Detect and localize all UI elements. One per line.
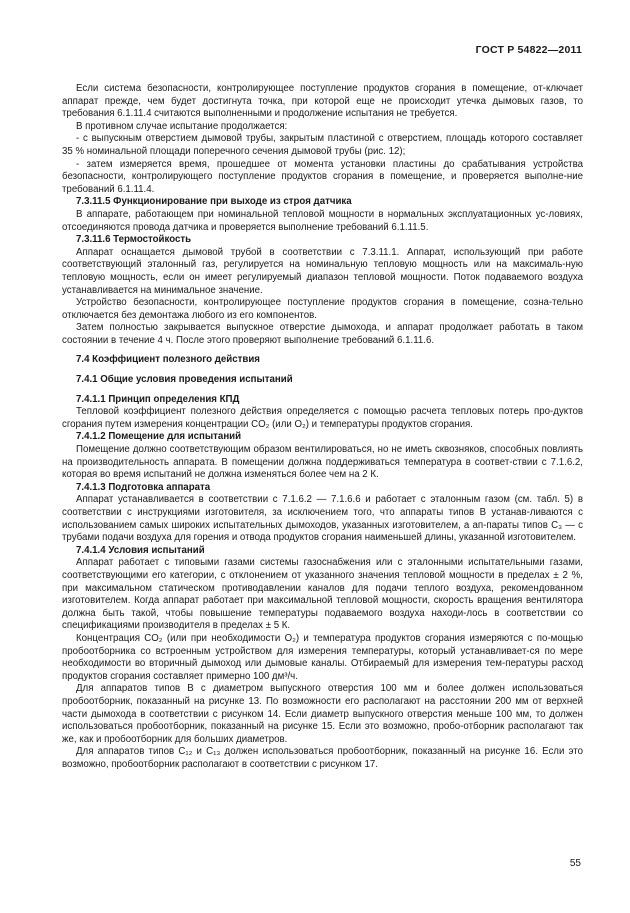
- paragraph: Для аппаратов типов B с диаметром выпускного отверстия 100 мм и более должен использоваться пробоотборник, показанный на рисунке 13. По возможности его располагают на расстоянии 200 мм от верхней части дымохода в соответствии с рисунком 14. Если диаметр выпускного отверстия меньше 100 мм, то должен использоваться пробоотборник, показанный на рисунке 15. Если это возможно, пробо-отборник располагают так же, как и пробоотборник для больших диаметров.: [62, 683, 583, 745]
- paragraph: Затем полностью закрывается выпускное отверстие дымохода, и аппарат продолжает работать в таком состоянии в течение 4 ч. После этого проверяют выполнение требований 6.1.11.6.: [62, 322, 583, 346]
- paragraph: Концентрация CO₂ (или при необходимости O₂) и температура продуктов сгорания измеряются с по-мощью пробоотборника со встроенным устройством для измерения температуры, который устанавливает-ся по мере необходимости во вторичный дымоход или дымовые каналы. Отбираемый для измерения тем-пературы расход продуктов сгорания составляет примерно 100 дм³/ч.: [62, 632, 583, 682]
- paragraph: Устройство безопасности, контролирующее поступление продуктов сгорания в помещение, созна-тельно отключается без демонтажа любого из его компонентов.: [62, 297, 583, 321]
- section-heading: 7.4.1.3 Подготовка аппарата: [76, 481, 211, 493]
- page-number: 55: [569, 858, 581, 869]
- section-heading: 7.4.1.2 Помещение для испытаний: [76, 431, 242, 443]
- paragraph: - затем измеряется время, прошедшее от момента установки пластины до срабатывания устройства безопасности, контролирующего поступление продуктов сгорания в помещение, и проверяется выполне-ние требований 6.1.11.4.: [62, 158, 583, 195]
- section-heading: 7.4 Коэффициент полезного действия: [76, 354, 260, 366]
- document-body: [62, 83, 583, 771]
- section-heading: 7.3.11.6 Термостойкость: [76, 234, 192, 246]
- paragraph: Аппарат оснащается дымовой трубой в соответствии с 7.3.11.1. Аппарат, использующий при работе соответствующий эталонный газ, регулируется на номинальную тепловую мощность или на максималь-ную тепловую мощность, если он имеет регулируемый диапазон тепловой мощности. Поток подаваемого воздуха устанавливается на минимальное значение.: [62, 246, 583, 296]
- paragraph: Помещение должно соответствующим образом вентилироваться, но не иметь сквозняков, способных повлиять на производительность аппарата. В помещении должна поддерживаться температура в соответ-ствии с 7.1.6.2, которая во время испытаний не должна изменяться более чем на 2 К.: [62, 444, 583, 481]
- paragraph: Аппарат работает с типовыми газами системы газоснабжения или с эталонными испытательными газами, соответствующими его категории, с отклонением от указанного значения тепловой мощности в пределах ± 2 %, при максимальном статическом противодавлении каналов для подачи теплого воздуха, рекомендованном изготовителем. Когда аппарат работает при максимальной тепловой мощности, скорость вращения вентилятора должна быть такой, чтобы повышение температуры подаваемого воздуха находи-лось в соответствии со спецификациями производителя в пределах ± 5 К.: [62, 557, 583, 632]
- section-heading: 7.3.11.5 Функционирование при выходе из строя датчика: [76, 196, 352, 208]
- section-heading: 7.4.1 Общие условия проведения испытаний: [76, 374, 293, 386]
- paragraph: В противном случае испытание продолжается:: [76, 120, 288, 132]
- paragraph: Аппарат устанавливается в соответствии с 7.1.6.2 — 7.1.6.6 и работает с эталонным газом (см. табл. 5) в соответствии с инструкциями изготовителя, за исключением того, что аппараты типов B устанав-ливаются с использованием самых широких испытательных дымоходов, указанных изготовителем, а ап-параты типов C₃ — с трубами подачи воздуха для горения и отвода продуктов сгорания наименьшей длины, указанной изготовителем.: [62, 494, 583, 544]
- standard-header: ГОСТ Р 54822—2011: [475, 44, 582, 56]
- paragraph: - с выпускным отверстием дымовой трубы, закрытым пластиной с отверстием, площадь которого составляет 35 % номинальной площади поперечного сечения дымовой трубы (рис. 12);: [62, 133, 583, 157]
- section-heading: 7.4.1.4 Условия испытаний: [76, 544, 205, 556]
- paragraph: Тепловой коэффициент полезного действия определяется с помощью расчета тепловых потерь про-дуктов сгорания путем измерения концентрации CO₂ (или O₂) и температуры продуктов сгорания.: [62, 406, 583, 430]
- paragraph: Если система безопасности, контролирующее поступление продуктов сгорания в помещение, от-ключает аппарат прежде, чем будет достигнута точка, при которой еще не происходит утечка дымовых газов, то требования 6.1.11.4 считаются выполненными и продолжение испытания не требуется.: [62, 83, 583, 120]
- paragraph: Для аппаратов типов C₁₂ и C₁₃ должен использоваться пробоотборник, показанный на рисунке 16. Если это возможно, пробоотборник располагают в соответствии с рисунком 17.: [62, 746, 583, 770]
- section-heading: 7.4.1.1 Принцип определения КПД: [76, 393, 240, 405]
- paragraph: В аппарате, работающем при номинальной тепловой мощности в нормальных эксплуатационных ус-ловиях, отсоединяются провода датчика и проверяется выполнение требований 6.1.11.5.: [62, 208, 583, 233]
